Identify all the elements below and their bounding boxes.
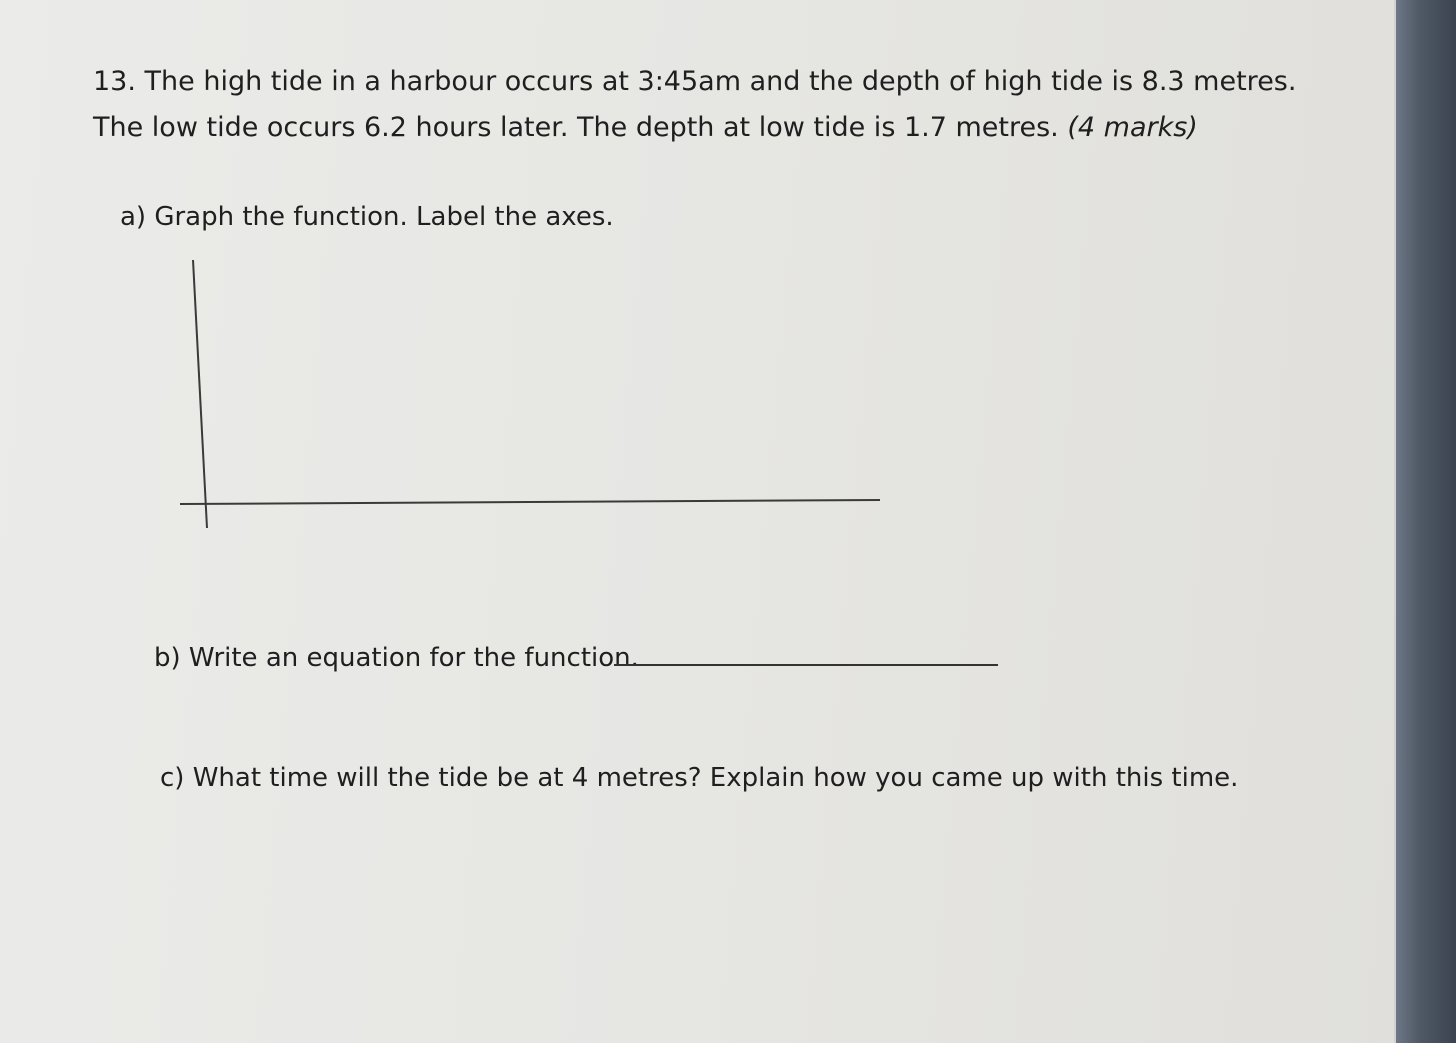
question-text-1: The high tide in a harbour occurs at 3:45am and the depth of high tide is 8.3 metres. <box>144 66 1297 97</box>
y-axis-line <box>193 260 207 528</box>
answer-line <box>614 664 998 666</box>
background-edge <box>1396 0 1456 1043</box>
question-line-1 <box>93 66 1296 98</box>
blank-graph-axes <box>170 250 890 540</box>
question-number: 13. <box>93 66 136 97</box>
x-axis-line <box>180 500 880 504</box>
part-c-prompt: c) What time will the tide be at 4 metres? Explain how you came up with this time. <box>160 763 1239 793</box>
question-text-2: The low tide occurs 6.2 hours later. The depth at low tide is 1.7 metres. <box>93 112 1059 143</box>
marks-label: (4 marks) <box>1067 112 1198 143</box>
question-line-2 <box>93 112 1198 144</box>
part-b-prompt: b) Write an equation for the function. <box>154 643 639 673</box>
part-a-prompt: a) Graph the function. Label the axes. <box>120 202 614 232</box>
